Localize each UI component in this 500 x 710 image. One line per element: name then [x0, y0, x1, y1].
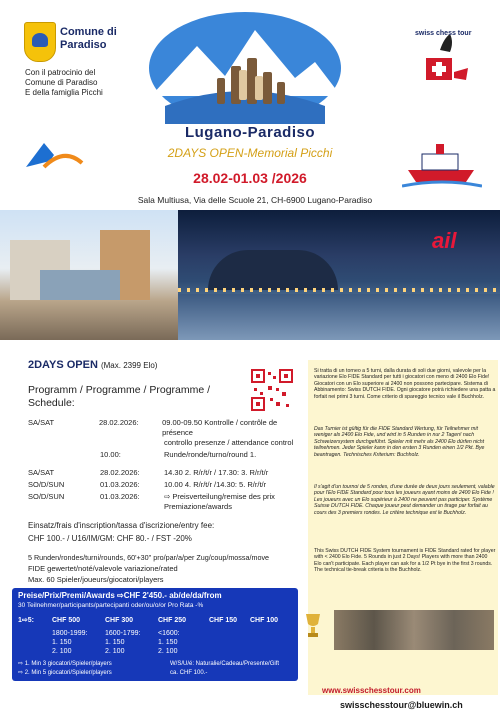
section-title-text: 2DAYS OPEN: [28, 359, 98, 371]
ail-sponsor-logo: ail: [432, 228, 457, 253]
program-heading: [28, 384, 210, 410]
category-label: <1600:: [158, 630, 180, 637]
fee-value: CHF 100.- / U16/IM/GM: CHF 80.- / FST -20%: [28, 534, 192, 543]
prize-row-label: 1⇨5:: [18, 617, 34, 624]
event-title: Lugano-Paradiso: [184, 124, 315, 141]
schedule-row: [28, 492, 308, 502]
website-link[interactable]: www.swisschesstour.com: [322, 686, 421, 695]
mountain-logo-icon: [24, 137, 84, 171]
schedule-row: [28, 502, 308, 512]
program-line1: Programm / Programme / Programme /: [28, 384, 211, 396]
event-subtitle: 2DAYS OPEN-Memorial Picchi: [167, 146, 333, 160]
category-1800: [52, 629, 87, 656]
fide-line: FIDE gewertet/noté/valevole variazione/rated: [28, 564, 178, 573]
schedule-text: ⇨ Preisverteilung/remise des prix: [164, 492, 275, 501]
max-players-line: Max. 60 Spieler/joueurs/giocatori/players: [28, 575, 164, 584]
schedule-text: Runde/ronde/turno/round 1.: [164, 450, 257, 459]
prize-3: CHF 250: [158, 617, 187, 624]
schedule-row: [28, 450, 308, 460]
schedule-day: SA/SAT: [28, 468, 55, 477]
schedule-date: 28.02.2026:: [98, 418, 139, 427]
schedule-date: 10.00:: [100, 450, 121, 459]
section-elo: (Max. 2399 Elo): [100, 361, 158, 370]
schedule-day: SO/D/SUN: [28, 492, 65, 501]
comune-line1: Comune di: [60, 26, 117, 38]
description-german: Das Turnier ist gültig für die FIDE Standard Wertung, für Teilnehmer mit weniger als 2400 Elo Fide, und wird in 5 Runden in nur 2 Tagen! nach Schweizersystem durchgeführt. Spieler mit mehr als 2400 Elo dürfen nicht teilnehmen. Jeder Spieler kann in den ersten 3 Runden einen 1/2 Pkt. Bye beantragen. Technisches Kriterium: Buchholz.: [314, 426, 485, 458]
players-photo: [334, 610, 494, 650]
schedule-text: controllo presenze / attendance control: [164, 438, 294, 447]
category-1600: [105, 629, 140, 656]
event-venue: Sala Multiusa, Via delle Scuole 21, CH-6900 Lugano-Paradiso: [137, 195, 373, 205]
email-link[interactable]: swisschesstour@bluewin.ch: [340, 700, 463, 710]
trophy-icon: [303, 612, 323, 640]
prize-1: CHF 500: [52, 617, 81, 624]
prize-subheader: 30 Teilnehmer/participants/partecipanti oder/ou/o/or Pro Rata -%: [18, 602, 204, 609]
category-value: 1. 150: [52, 639, 72, 646]
schedule-date: 28.02.2026:: [100, 468, 140, 477]
lugano-street-photo: [0, 210, 178, 340]
prize-note-4: ca. CHF 100.-: [170, 670, 208, 676]
schedule-day: SO/D/SUN: [28, 480, 65, 489]
qr-code-icon[interactable]: [250, 368, 294, 412]
mountain-chess-logo-icon: [145, 6, 345, 126]
prize-note-3: W/S/U/é: Naturalie/Cadeau/Presente/Gift: [170, 661, 280, 667]
category-label: 1600-1799:: [105, 630, 141, 637]
schedule-text: Premiazione/awards: [164, 502, 232, 511]
schedule-date: 01.03.2026:: [100, 492, 140, 501]
prize-note-2: ⇨ 2. Min 5 giocatori/Spieler/players: [18, 670, 112, 676]
paradiso-crest-icon: [24, 22, 56, 62]
program-line2: Schedule:: [28, 397, 75, 409]
prize-5: CHF 100: [250, 617, 279, 624]
patrocinio-line: E della famiglia Picchi: [25, 88, 103, 97]
schedule-row: [28, 418, 308, 438]
category-value: 1. 150: [105, 639, 125, 646]
schedule-row: [28, 438, 308, 448]
boat-icon: [402, 140, 482, 190]
category-value: 1. 150: [158, 639, 178, 646]
schedule-text: 10.00 4. R/r/t/r /14.30: 5. R/r/t/r: [164, 480, 267, 489]
schedule-day: SA/SAT: [28, 418, 55, 427]
schedule-date: 01.03.2026:: [100, 480, 140, 489]
prize-4: CHF 150: [209, 617, 238, 624]
patrocinio-line: Comune di Paradiso: [25, 78, 98, 87]
description-french: Il s'agit d'un tournoi de 5 rondes, d'une durée de deux jours seulement, valable pour l'Elo FIDE Standard pour tous les joueurs ayant moins de 2400 Elo Fide ! Les joueurs avec un Elo supérieur à 2400 ne peuvent pas participer. Système Suisse DUTCH FIDE. Chaque joueur peut demander un tirage par forfait au cours des 3 premiers rondes. Le critère technique est le Buchholz.: [314, 484, 495, 516]
schedule: [28, 418, 308, 512]
description-italian: Si tratta di un torneo a 5 turni, dalla durata di soli due giorni, valevole per la variazione Elo FIDE Standard per tutti i giocatori con meno di 2400 Elo Fide! Giocatori con un Elo superiore ai 2400 non possono partecipare. Sistema di Abbinamento: Swiss DUTCH FIDE. Ogni giocatore potrà richiedere una patta a forfait nei primi 3 turni. Come criterio di spareggio tecnico vale il Buchholz.: [314, 368, 496, 400]
schedule-row: [28, 468, 308, 478]
schedule-row: [28, 480, 308, 490]
event-dates: 28.02-01.03 /2026: [193, 170, 307, 186]
comune-line2: Paradiso: [60, 39, 107, 51]
category-label: 1800-1999:: [52, 630, 88, 637]
comune-name: [60, 26, 117, 52]
swiss-chess-tour-text: swiss chess tour: [415, 30, 472, 37]
schedule-text: 09.00-09.50 Kontrolle / contrôle de présence: [162, 418, 278, 437]
prize-note-1: ⇨ 1. Min 3 giocatori/Spieler/players: [18, 661, 112, 667]
fee-block: [28, 520, 308, 585]
prize-2: CHF 300: [105, 617, 134, 624]
category-value: 2. 100: [105, 648, 125, 655]
schedule-text: 14.30 2. R/r/t/r / 17.30: 3. R/r/t/r: [164, 468, 269, 477]
category-below-1600: [158, 629, 180, 656]
fee-label: Einsatz/frais d'inscription/tassa d'iscrizione/entry fee:: [28, 521, 215, 530]
category-value: 2. 100: [52, 648, 72, 655]
description-english: This Swiss DUTCH FIDE System tournament is FIDE Standard rated for player with < 2400 Elo Fide. 5 Rounds in just 2 Days! Players with more than 2400 Elo can't participate. Each player can ask for a 1/2 Pt bye in the first 3 rounds. The technical tie-break criteria is the Buchholz.: [314, 548, 496, 574]
patrocinio: [25, 68, 103, 98]
prize-header: Preise/Prix/Premi/Awards ⇨CHF 2'450.- ab/de/da/from: [18, 591, 222, 600]
patrocinio-line: Con il patrocinio del: [25, 68, 96, 77]
rounds-line: 5 Runden/rondes/turni/rounds, 60'+30" pro/par/a/per Zug/coup/mossa/move: [28, 553, 270, 562]
section-title: [28, 359, 157, 371]
category-value: 2. 100: [158, 648, 178, 655]
prize-box: [12, 588, 298, 681]
